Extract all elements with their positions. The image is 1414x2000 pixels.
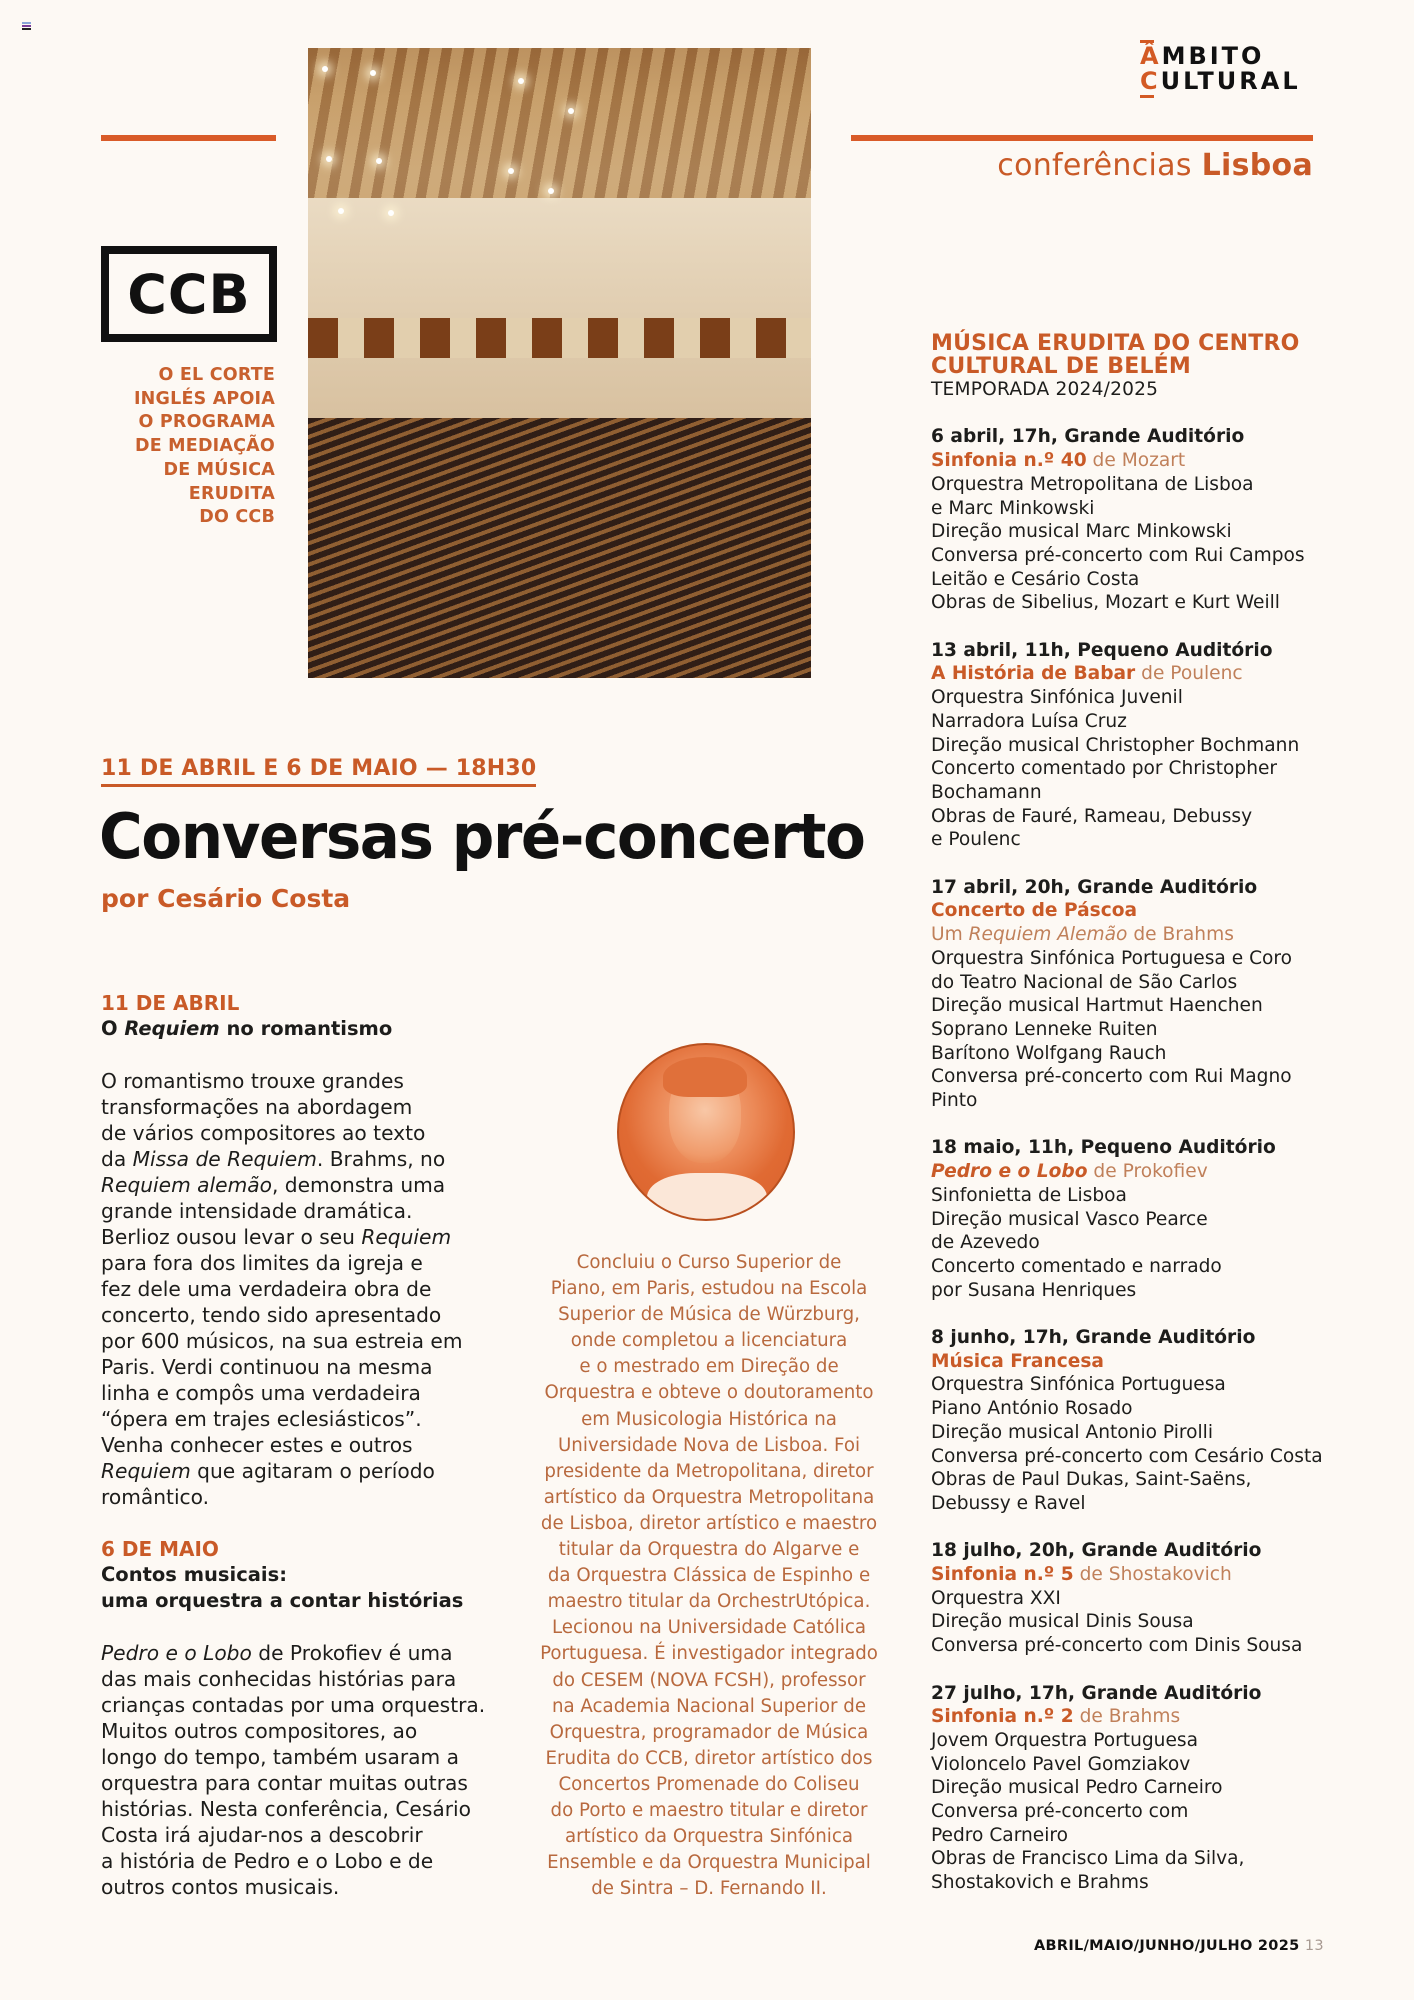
byline: por Cesário Costa bbox=[101, 884, 351, 913]
session-date: 11 DE ABRIL bbox=[101, 991, 240, 1015]
season-label: TEMPORADA 2024/2025 bbox=[931, 379, 1159, 400]
session-title: O Requiem no romantismo bbox=[101, 1017, 393, 1040]
sponsor-note: O EL CORTE INGLÉS APOIA O PROGRAMA DE MEDIAÇÃO DE MÚSICA ERUDITA DO CCB bbox=[133, 365, 275, 528]
event-dateline: 11 DE ABRIL E 6 DE MAIO — 18H30 bbox=[101, 756, 536, 787]
programme-list bbox=[931, 332, 1341, 1895]
session-description: Pedro e o Lobo de Prokofiev é uma das mais conhecidas histórias para crianças contadas por uma orquestra. Muitos outros compositores, ao longo do tempo, também usaram a orquestra para contar muitas outras histórias. Nesta conferência, Cesário Costa irá ajudar-nos a descobrir a história de Pedro e o Lobo e de outros contos musicais. bbox=[101, 1641, 486, 1899]
session-title: Contos musicais: uma orquestra a contar histórias bbox=[101, 1563, 464, 1612]
programme-event: 17 abril, 20h, Grande Auditório Concerto de Páscoa Um Requiem Alemão de Brahms Orquestra Sinfónica Portuguesa e Coro do Teatro Nacional de São Carlos Direção musical Hartmut Haenchen Soprano Lenneke Ruiten Barítono Wolfgang Rauch Conversa pré-concerto com Rui Magno Pinto bbox=[931, 876, 1293, 1112]
auditorium-photo bbox=[308, 48, 811, 678]
page-title: Conversas pré-concerto bbox=[99, 800, 865, 873]
programme-heading: MÚSICA ERUDITA DO CENTRO CULTURAL DE BELÉM bbox=[931, 331, 1300, 379]
ambito-cultural-logo: ÂMBITO CULTURAL bbox=[1140, 42, 1301, 95]
divider-rule bbox=[851, 135, 1313, 141]
programme-event: 18 julho, 20h, Grande Auditório Sinfonia n.º 5 de Shostakovich Orquestra XXI Direção musical Dinis Sousa Conversa pré-concerto com Dinis Sousa bbox=[931, 1540, 1303, 1657]
article-body bbox=[101, 990, 521, 1900]
divider-rule bbox=[101, 135, 276, 141]
session-description: O romantismo trouxe grandes transformações na abordagem de vários compositores ao texto da Missa de Requiem. Brahms, no Requiem alemão, demonstra uma grande intensidade dramática. Berlioz ousou levar o seu Requiem para fora dos limites da igreja e fez dele uma verdadeira obra de concerto, tendo sido apresentado por 600 músicos, na sua estreia em Paris. Verdi continuou na mesma linha e compôs uma verdadeira “ópera em trajes eclesiásticos”. Venha conhecer estes e outros Requiem que agitaram o período romântico. bbox=[101, 1069, 463, 1509]
brand-accent-bar bbox=[1140, 95, 1154, 98]
programme-event: 18 maio, 11h, Pequeno Auditório Pedro e o Lobo de Prokofiev Sinfonietta de Lisboa Direção musical Vasco Pearce de Azevedo Concerto comentado e narrado por Susana Henriques bbox=[931, 1137, 1276, 1301]
corner-mark-icon bbox=[22, 22, 31, 31]
session-date: 6 DE MAIO bbox=[101, 1537, 219, 1561]
section-label: conferências Lisboa bbox=[997, 148, 1313, 183]
issue-label: ABRIL/MAIO/JUNHO/JULHO 2025 bbox=[1034, 1938, 1300, 1954]
programme-event: 6 abril, 17h, Grande Auditório Sinfonia n.º 40 de Mozart Orquestra Metropolitana de Lisboa e Marc Minkowski Direção musical Marc Minkowski Conversa pré-concerto com Rui Campos Leitão e Cesário Costa Obras de Sibelius, Mozart e Kurt Weill bbox=[931, 426, 1305, 614]
programme-event: 8 junho, 17h, Grande Auditório Música Francesa Orquestra Sinfónica Portuguesa Piano António Rosado Direção musical Antonio Pirolli Conversa pré-concerto com Cesário Costa Obras de Paul Dukas, Saint-Saëns, Debussy e Ravel bbox=[931, 1327, 1323, 1514]
page-footer bbox=[1034, 1938, 1324, 1954]
speaker-bio: Concluiu o Curso Superior de Piano, em Paris, estudou na Escola Superior de Música de Würzburg, onde completou a licenciatura e o mestrado em Direção de Orquestra e obteve o doutoramento em Musicologia Histórica na Universidade Nova de Lisboa. Foi presidente da Metropolitana, diretor artístico da Orquestra Metropolitana de Lisboa, diretor artístico e maestro titular da Orquestra do Algarve e da Orquestra Clássica de Espinho e maestro titular da OrchestrUtópica. Lecionou na Universidade Católica Portuguesa. É investigador integrado do CESEM (NOVA FCSH), professor na Academia Nacional Superior de Orquestra, programador de Música Erudita do CCB, diretor artístico dos Concertos Promenade do Coliseu do Porto e maestro titular e diretor artístico da Orquestra Sinfónica Ensemble e da Orquestra Municipal de Sintra – D. Fernando II. bbox=[540, 1252, 878, 1900]
speaker-portrait bbox=[617, 1043, 795, 1221]
programme-event: 13 abril, 11h, Pequeno Auditório A História de Babar de Poulenc Orquestra Sinfónica Juvenil Narradora Luísa Cruz Direção musical Christopher Bochmann Concerto comentado por Christopher Bochamann Obras de Fauré, Rameau, Debussy e Poulenc bbox=[931, 639, 1300, 851]
page-number: 13 bbox=[1304, 1938, 1324, 1954]
ccb-logo: CCB bbox=[101, 246, 277, 342]
programme-event: 27 julho, 17h, Grande Auditório Sinfonia n.º 2 de Brahms Jovem Orquestra Portuguesa Violoncelo Pavel Gomziakov Direção musical Pedro Carneiro Conversa pré-concerto com Pedro Carneiro Obras de Francisco Lima da Silva, Shostakovich e Brahms bbox=[931, 1682, 1262, 1894]
